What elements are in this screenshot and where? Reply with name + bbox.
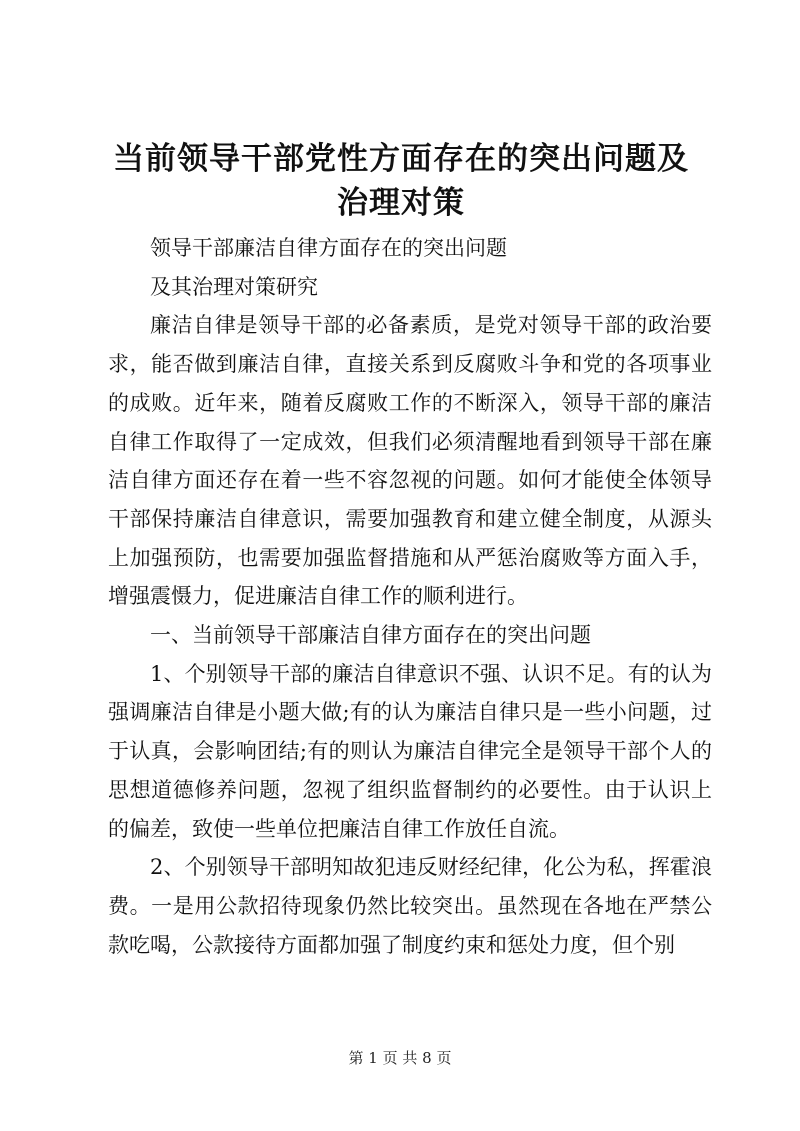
paragraph-introduction: 廉洁自律是领导干部的必备素质，是党对领导干部的政治要求，能否做到廉洁自律，直接关系到反腐败斗争和党的各项事业的成败。近年来，随着反腐败工作的不断深入，领导干部的廉洁自律工作取得了一定成效，但我们必须清醒地看到领导干部在廉洁自律方面还存在着一些不容忽视的问题。如何才能使全体领导干部保持廉洁自律意识，需要加强教育和建立健全制度，从源头上加强预防，也需要加强监督措施和从严惩治腐败等方面入手，增强震慑力，促进廉洁自律工作的顺利进行。: [108, 313, 712, 609]
document-title: 当前领导干部党性方面存在的突出问题及治理对策: [113, 141, 689, 221]
paragraph-item-1: 1、个别领导干部的廉洁自律意识不强、认识不足。有的认为强调廉洁自律是小题大做;有的认为廉洁自律只是一些小问题，过于认真，会影响团结;有的则认为廉洁自律完全是领导干部个人的思想道德修养问题，忽视了组织监督制约的必要性。由于认识上的偏差，致使一些单位把廉洁自律工作放任自流。: [108, 661, 712, 841]
section-heading: 一、当前领导干部廉洁自律方面存在的突出问题: [150, 623, 591, 648]
page-number-footer: 第 1 页 共 8 页: [348, 1049, 452, 1067]
paragraph-item-2: 2、个别领导干部明知故犯违反财经纪律，化公为私，挥霍浪费。一是用公款招待现象仍然比较突出。虽然现在各地在严禁公款吃喝，公款接待方面都加强了制度约束和惩处力度，但个别: [108, 855, 712, 957]
paragraph-subtitle-line-2: 及其治理对策研究: [150, 274, 318, 299]
paragraph-subtitle-line-1: 领导干部廉洁自律方面存在的突出问题: [150, 236, 507, 260]
document-body: [108, 229, 712, 964]
